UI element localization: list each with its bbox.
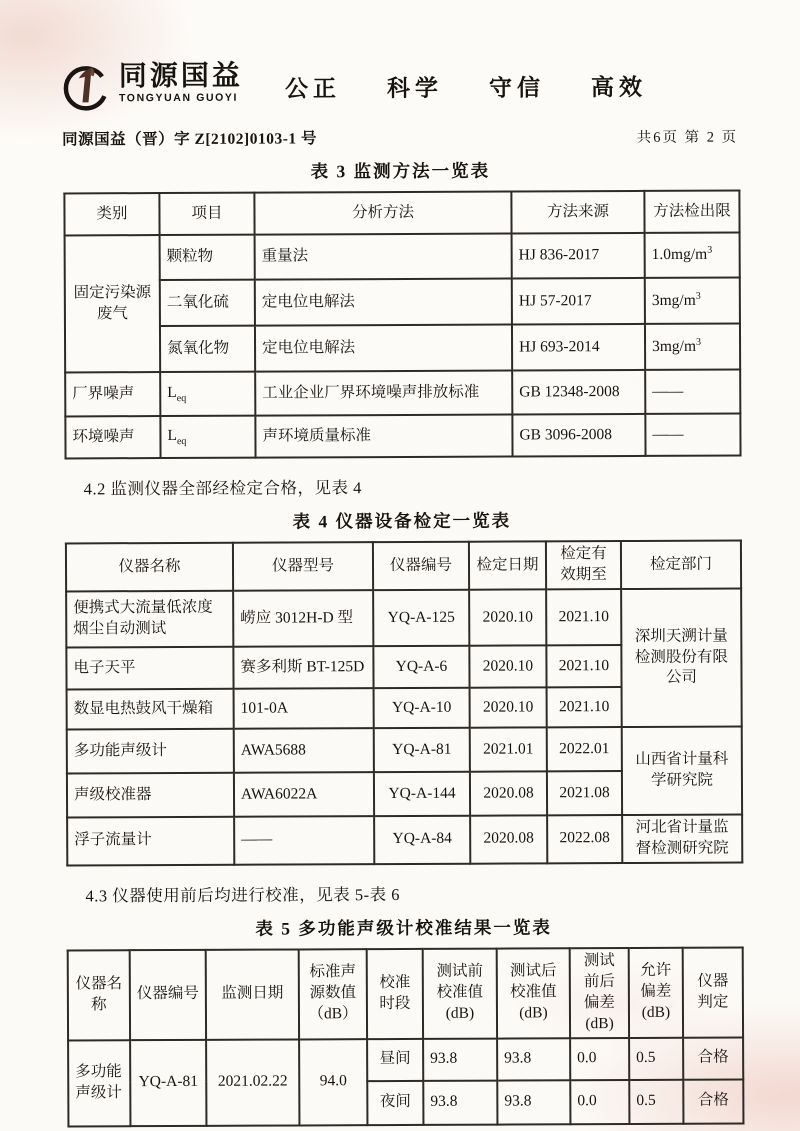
table3-header-source: 方法来源 bbox=[511, 191, 644, 234]
table3-header-limit: 方法检出限 bbox=[644, 191, 739, 233]
cell-category: 固定污染源废气 bbox=[65, 235, 161, 372]
cell-allowed: 0.5 bbox=[629, 1037, 683, 1079]
cell-source: HJ 57-2017 bbox=[512, 278, 645, 325]
table-row bbox=[65, 414, 740, 459]
table5-header-result: 仪器判定 bbox=[683, 947, 743, 1037]
cell-deviation: 0.0 bbox=[570, 1038, 629, 1080]
table-row bbox=[67, 815, 742, 866]
table4-title: 表 4 仪器设备检定一览表 bbox=[292, 510, 512, 532]
slogan-word-4: 高效 bbox=[590, 73, 647, 101]
cell-method: 重量法 bbox=[255, 234, 512, 280]
cell-method: 声环境质量标准 bbox=[255, 415, 512, 458]
page-counter: 共6页 第 2 页 bbox=[636, 129, 739, 146]
cell-model: 101-0A bbox=[234, 688, 374, 729]
table4-header-model: 仪器型号 bbox=[233, 542, 373, 591]
slogan bbox=[285, 69, 647, 104]
table3-title: 表 3 监测方法一览表 bbox=[310, 160, 491, 182]
cell-period: 夜间 bbox=[367, 1080, 423, 1124]
logo-texts bbox=[119, 61, 243, 105]
logo-name-en: TONGYUAN GUOYI bbox=[118, 92, 239, 105]
slogan-word-1: 公正 bbox=[284, 75, 342, 102]
cell-after: 93.8 bbox=[497, 1038, 570, 1080]
table4-header-name: 仪器名称 bbox=[66, 543, 233, 592]
table5-header-row bbox=[68, 947, 743, 1040]
cell-deviation: 0.0 bbox=[570, 1080, 629, 1124]
table5-header-date: 监测日期 bbox=[206, 949, 299, 1039]
cell-valid: 2021.10 bbox=[546, 645, 621, 687]
cell-method: 定电位电解法 bbox=[255, 279, 512, 326]
cell-name: 便携式大流量低浓度烟尘自动测试 bbox=[66, 591, 233, 648]
table4-instrument-verification bbox=[65, 540, 743, 867]
table5-header-after: 测试后校准值 (dB) bbox=[497, 948, 570, 1038]
cell-before: 93.8 bbox=[423, 1038, 497, 1080]
doc-number: 同源国益（晋）字 Z[2102]0103-1 号 bbox=[62, 130, 318, 149]
table-row bbox=[65, 370, 740, 417]
cell-limit: —— bbox=[645, 370, 740, 414]
table3-header-category: 类别 bbox=[64, 193, 159, 235]
report-header bbox=[62, 59, 738, 114]
cell-name: 浮子流量计 bbox=[67, 817, 234, 866]
cell-date: 2020.08 bbox=[470, 815, 547, 863]
cell-limit: $3mg/m^3$ bbox=[645, 278, 740, 324]
table4-header-date: 检定日期 bbox=[469, 541, 546, 589]
cell-item: 氮氧化物 bbox=[160, 326, 255, 372]
logo-name-cn: 同源国益 bbox=[118, 59, 243, 92]
section-4-3: 4.3 仪器使用前后均进行校准，见表 5-表 6 bbox=[85, 884, 400, 906]
table5-header-deviation: 测试前后偏差 (dB) bbox=[570, 948, 629, 1038]
table-row bbox=[67, 727, 742, 774]
cell-code: YQ-A-125 bbox=[373, 590, 469, 646]
cell-item: $L_{eq}$ bbox=[160, 372, 255, 416]
cell-period: 昼间 bbox=[367, 1038, 423, 1080]
table5-header-period: 校准时段 bbox=[367, 949, 423, 1039]
cell-valid: 2021.08 bbox=[547, 771, 622, 815]
table-row bbox=[65, 324, 740, 373]
cell-source: HJ 836-2017 bbox=[512, 233, 645, 279]
cell-name: 电子天平 bbox=[66, 647, 233, 690]
cell-after: 93.8 bbox=[497, 1080, 570, 1124]
table5-header-code: 仪器编号 bbox=[130, 950, 206, 1040]
cell-code: YQ-A-81 bbox=[130, 1039, 206, 1125]
cell-model: AWA6022A bbox=[234, 772, 374, 817]
cell-code: YQ-A-144 bbox=[374, 772, 470, 816]
table4-header-dept: 检定部门 bbox=[621, 541, 741, 590]
cell-dept: 山西省计量科学研究院 bbox=[622, 727, 742, 816]
company-logo bbox=[62, 61, 243, 114]
cell-limit: $3mg/m^3$ bbox=[645, 324, 740, 370]
cell-model: —— bbox=[234, 816, 374, 864]
table3-monitoring-methods bbox=[63, 190, 741, 460]
cell-date: 2021.01 bbox=[470, 727, 547, 771]
table3-header-row bbox=[64, 191, 739, 236]
table3-header-item: 项目 bbox=[159, 193, 254, 235]
table5-header-name: 仪器名称 bbox=[68, 950, 130, 1040]
cell-date: 2020.08 bbox=[470, 771, 547, 815]
table5-header-allowed: 允许偏差 (dB) bbox=[629, 948, 683, 1038]
cell-result: 合格 bbox=[683, 1079, 743, 1123]
cell-allowed: 0.5 bbox=[629, 1079, 683, 1123]
cell-valid: 2021.10 bbox=[546, 589, 621, 645]
table-row bbox=[65, 233, 740, 281]
cell-dept: 深圳天溯计量检测股份有限公司 bbox=[621, 589, 742, 728]
cell-model: 赛多利斯 BT-125D bbox=[233, 646, 373, 689]
cell-valid: 2022.01 bbox=[547, 727, 622, 771]
cell-method: 定电位电解法 bbox=[255, 325, 512, 372]
cell-source: HJ 693-2014 bbox=[512, 324, 645, 371]
cell-code: YQ-A-6 bbox=[373, 646, 469, 688]
cell-source: GB 12348-2008 bbox=[512, 370, 645, 415]
cell-item: 二氧化硫 bbox=[160, 280, 255, 326]
cell-result: 合格 bbox=[683, 1037, 743, 1079]
table-row bbox=[66, 589, 741, 648]
slogan-word-2: 科学 bbox=[386, 74, 444, 102]
table4-header-valid: 检定有效期至 bbox=[546, 541, 621, 589]
logo-circle-icon bbox=[62, 61, 112, 113]
table-row bbox=[65, 278, 740, 327]
section-4-2: 4.2 监测仪器全部经检定合格，见表 4 bbox=[83, 478, 362, 499]
cell-limit: $1.0mg/m^3$ bbox=[645, 233, 740, 278]
cell-valid: 2022.08 bbox=[547, 815, 622, 863]
cell-code: YQ-A-81 bbox=[374, 728, 470, 772]
cell-source: GB 3096-2008 bbox=[512, 414, 645, 457]
table5-title: 表 5 多功能声级计校准结果一览表 bbox=[255, 917, 552, 939]
table5-header-std: 标准声源数值（dB） bbox=[299, 949, 367, 1039]
table-row bbox=[68, 1037, 743, 1082]
cell-model: AWA5688 bbox=[234, 728, 374, 773]
cell-name: 声级校准器 bbox=[67, 773, 234, 818]
cell-category: 厂界噪声 bbox=[65, 372, 160, 416]
cell-method: 工业企业厂界环境噪声排放标准 bbox=[255, 371, 512, 416]
slogan-word-3: 守信 bbox=[488, 74, 545, 101]
cell-date: 2021.02.22 bbox=[206, 1039, 299, 1125]
document-info-line bbox=[62, 125, 738, 150]
cell-valid: 2021.10 bbox=[547, 687, 622, 727]
table4-header-row bbox=[66, 541, 741, 592]
cell-name: 数显电热鼓风干燥箱 bbox=[67, 689, 234, 730]
cell-date: 2020.10 bbox=[470, 687, 547, 727]
cell-item: 颗粒物 bbox=[160, 235, 255, 280]
cell-code: YQ-A-84 bbox=[374, 816, 470, 864]
cell-dept: 河北省计量监督检测研究院 bbox=[622, 815, 742, 863]
cell-limit: —— bbox=[645, 414, 740, 456]
cell-category: 环境噪声 bbox=[65, 416, 160, 458]
cell-name: 多功能声级计 bbox=[67, 729, 234, 774]
cell-date: 2020.10 bbox=[469, 645, 546, 687]
cell-item: $L_{eq}$ bbox=[160, 416, 255, 458]
cell-name: 多功能声级计 bbox=[68, 1040, 130, 1126]
cell-before: 93.8 bbox=[423, 1080, 497, 1124]
cell-model: 崂应 3012H-D 型 bbox=[233, 590, 373, 647]
table5-calibration-results bbox=[67, 946, 745, 1127]
cell-code: YQ-A-10 bbox=[374, 688, 470, 728]
table3-header-method: 分析方法 bbox=[254, 192, 511, 235]
table5-header-before: 测试前校准值 (dB) bbox=[423, 948, 497, 1038]
table4-header-code: 仪器编号 bbox=[373, 542, 469, 590]
cell-std: 94.0 bbox=[299, 1039, 367, 1125]
cell-date: 2020.10 bbox=[469, 589, 546, 645]
